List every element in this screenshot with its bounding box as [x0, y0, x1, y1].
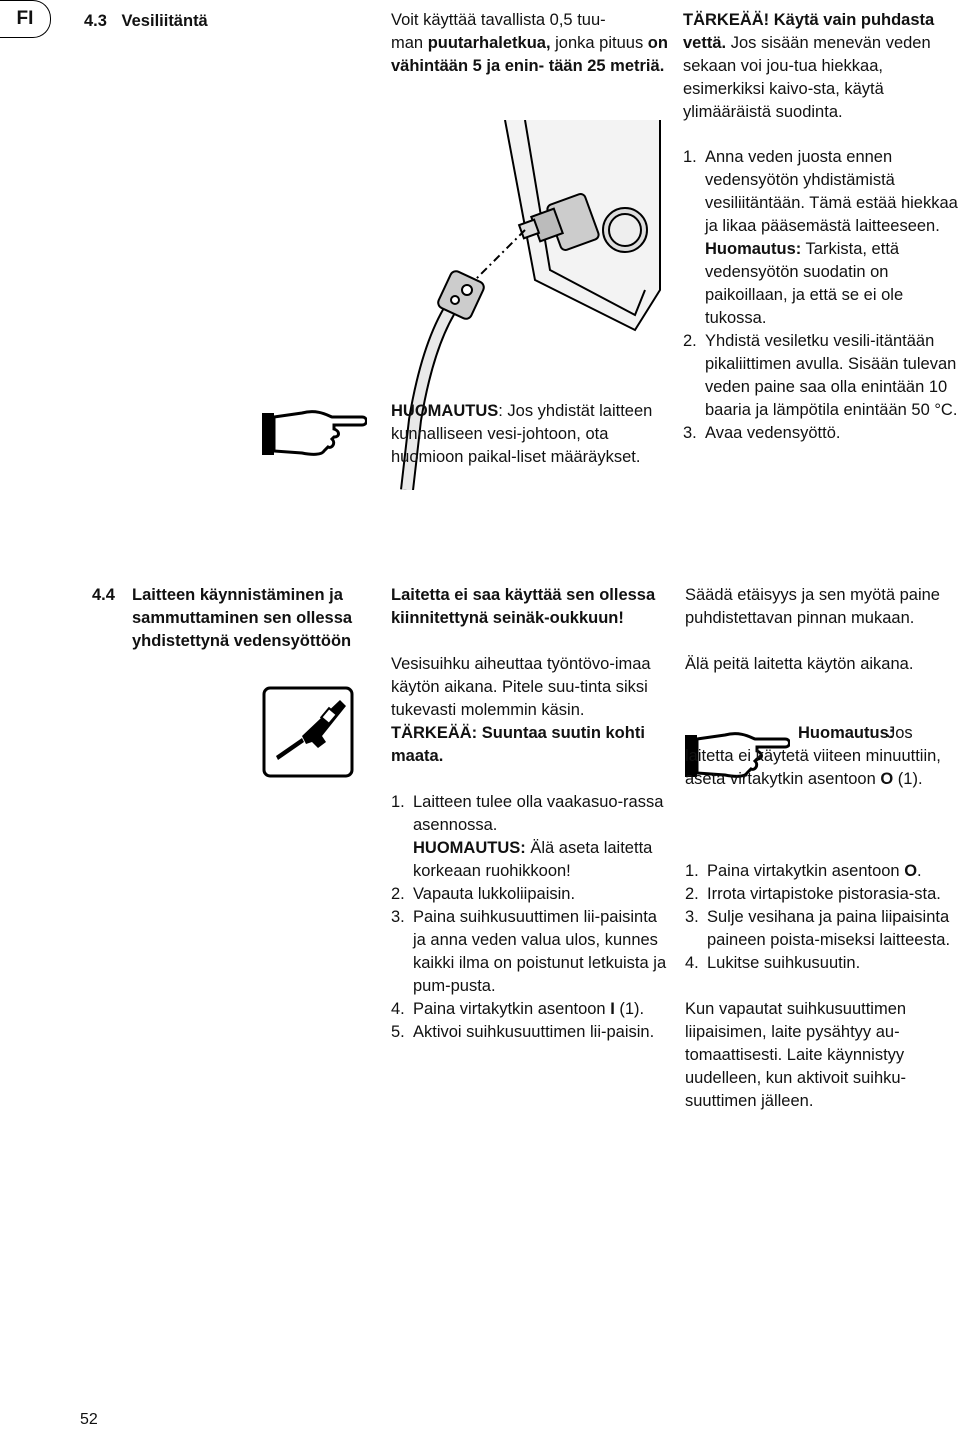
step-text: Tarkista, että vedensyötön suodatin on paikoillaan, ja että se ei ole tukossa.: [705, 240, 904, 327]
step-item: [683, 146, 958, 238]
step-item: [391, 998, 671, 1021]
note-label: HUOMAUTUS: [391, 402, 499, 420]
steps-4-3: [683, 146, 958, 445]
off-steps: [685, 860, 960, 1113]
note-label: Huomautus:: [798, 724, 895, 742]
step-text: Yhdistä vesiletku vesili-itäntään pikaliittimen avulla. Sisään tulevan veden paine saa olla enintään 10 baaria ja lämpötila enintään 50 °C.: [705, 332, 958, 419]
switch-position-o: O: [880, 770, 894, 788]
step-text: Vapauta lukkoliipaisin.: [413, 885, 576, 903]
note-text: : Jos yhdistät laitteen kunnalliseen vesi-johtoon, ota huomioon paikal-liset määräykset.: [391, 402, 653, 466]
step-tail: .: [917, 862, 922, 880]
step-number: 4.: [391, 1000, 405, 1018]
hose-text-f: tään 25 metriä.: [548, 57, 665, 75]
step-tail: (1).: [614, 1000, 645, 1018]
step-text: Sulje vesihana ja paina liipaisinta paineen poista-miseksi laitteesta.: [707, 908, 951, 949]
note-municipal: [391, 400, 671, 469]
start-steps: [391, 791, 671, 1044]
step-item: [683, 330, 958, 422]
language-badge: FI: [0, 0, 51, 38]
note-tail: (1).: [893, 770, 923, 788]
step-number: 1.: [683, 148, 697, 166]
step-text: Laitteen tulee olla vaakasuo-rassa asennossa.: [413, 793, 664, 834]
section-title: Laitteen käynnistäminen ja sammuttaminen sen ollessa yhdistettynä vedensyöttöön: [132, 586, 353, 650]
step-text: Paina virtakytkin asentoon: [707, 862, 905, 880]
step-number: 1.: [391, 793, 405, 811]
section-4-4-col2: [391, 584, 671, 1044]
hose-text-b: man: [391, 34, 428, 52]
cover-text: Älä peitä laitetta käytön aikana.: [685, 655, 914, 673]
step-number: 2.: [685, 885, 699, 903]
section-number: 4.4: [92, 586, 115, 604]
important-bold: TÄRKEÄÄ! Käytä vain puhdasta vettä.: [683, 11, 935, 52]
step-item: [685, 883, 960, 906]
step-number: 2.: [683, 332, 697, 350]
recoil-paragraph: [391, 653, 671, 768]
note-five-minutes: [685, 722, 957, 791]
step-item: [685, 906, 960, 952]
step-number: 3.: [683, 424, 697, 442]
important-clean-water: [683, 9, 958, 124]
section-heading-4-4: [92, 584, 377, 653]
step-text: Anna veden juosta ennen vedensyötön yhdistämistä vesiliitäntään. Tämä estää hiekkaa ja likaa pääsemästä laitteeseen.: [705, 148, 958, 235]
step-text: Älä aseta laitetta korkeaan ruohikkoon!: [413, 839, 653, 880]
hose-text-c: puutarhaletkua,: [427, 34, 551, 52]
step-number: 2.: [391, 885, 405, 903]
step-item: [683, 422, 958, 445]
step-item: [391, 791, 671, 837]
hose-text-e: on vähintään 5 ja enin-: [391, 34, 668, 75]
step-text: Paina suihkusuuttimen lii-paisinta ja anna veden valua ulos, kunnes kaikki ilma on poistunut letkuista ja pum-pusta.: [413, 908, 667, 995]
note-text: Jos laitetta ei käytetä viiteen minuuttiin, aseta virtakytkin asentoon: [685, 724, 941, 788]
step-number: 4.: [685, 954, 699, 972]
pointing-hand-icon: [262, 405, 367, 460]
recoil-text: Vesisuihku aiheuttaa työntövo-imaa käytön aikana. Pitele suu-tinta siksi tukevasti molemmin käsin.: [391, 655, 651, 719]
switch-position-o: O: [904, 862, 918, 880]
section-title: Vesiliitäntä: [121, 12, 208, 30]
step-item: [391, 906, 671, 998]
step-item: [391, 837, 671, 883]
recoil-bold: : Suuntaa suutin kohti maata.: [391, 724, 645, 765]
step-item: [685, 860, 960, 883]
spray-gun-icon: [262, 686, 354, 778]
step-number: 3.: [391, 908, 405, 926]
step-text: Avaa vedensyöttö.: [705, 424, 841, 442]
distance-text: Säädä etäisyys ja sen myötä paine puhdistettavan pinnan mukaan.: [685, 586, 940, 627]
step-number: 1.: [685, 862, 699, 880]
hose-text-a: Voit käyttää tavallista 0,5 tuu-: [391, 11, 606, 29]
page-number: 52: [80, 1411, 98, 1428]
recoil-label: TÄRKEÄÄ: [391, 724, 472, 742]
step-label: HUOMAUTUS:: [413, 839, 526, 857]
section-number: 4.3: [84, 12, 107, 30]
hose-text-d: jonka pituus: [550, 34, 648, 52]
step-item: [391, 1021, 671, 1044]
section-4-4-col3: [685, 584, 957, 699]
hose-paragraph: [391, 9, 676, 78]
switch-position-i: I: [610, 1000, 615, 1018]
step-number: 5.: [391, 1023, 405, 1041]
step-item: [683, 238, 958, 330]
step-number: 3.: [685, 908, 699, 926]
pointing-hand-icon-svg: [262, 405, 367, 460]
spray-gun-icon-svg: [262, 686, 354, 778]
step-text: Aktivoi suihkusuuttimen lii-paisin.: [413, 1023, 655, 1041]
wall-hook-warning: Laitetta ei saa käyttää sen ollessa kiinnitettynä seinäk-oukkuun!: [391, 586, 656, 627]
step-text: Irrota virtapistoke pistorasia-sta.: [707, 885, 941, 903]
important-rest: Jos sisään menevän veden sekaan voi jou-tua hiekkaa, esimerkiksi kaivo-sta, käytä ylimääräistä suodinta.: [683, 34, 931, 121]
step-item: [685, 952, 960, 975]
step-label: Huomautus:: [705, 240, 802, 258]
step-item: [391, 883, 671, 906]
section-heading-4-3: [84, 10, 208, 33]
step-text: Paina virtakytkin asentoon: [413, 1000, 611, 1018]
step-text: Lukitse suihkusuutin.: [707, 954, 861, 972]
release-text: Kun vapautat suihkusuuttimen liipaisimen, laite pysähtyy au-tomaattisesti. Laite käynnistyy uudelleen, kun aktivoit suihku-suuttimen jälleen.: [685, 1000, 907, 1110]
